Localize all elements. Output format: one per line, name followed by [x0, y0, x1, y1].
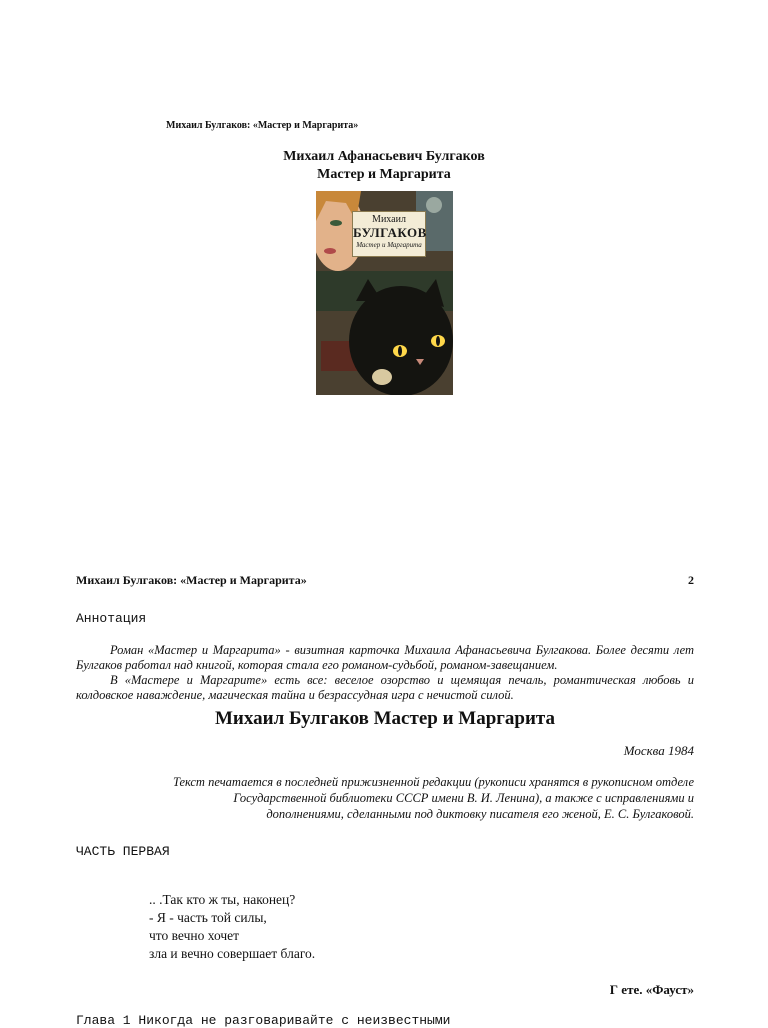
epigraph-source: Г ете. «Фауст» — [609, 982, 694, 997]
cover-author-last: БУЛГАКОВ — [353, 225, 427, 240]
epigraph-line: .. .Так кто ж ты, наконец? — [149, 892, 296, 907]
book-cover-image — [316, 191, 453, 395]
edition-note-line: Текст печатается в последней прижизненной редакции (рукописи хранятся в рукописном отделе — [172, 775, 694, 789]
book-title: Мастер и Маргарита — [317, 167, 451, 182]
epigraph-line: зла и вечно совершает благо. — [149, 946, 316, 961]
edition-note — [76, 774, 694, 822]
epigraph — [149, 891, 315, 963]
cover-book-title: Мастер и Маргарита — [356, 241, 422, 249]
edition-note-line: дополнениями, сделанными под диктовку писателя его женой, Е. С. Булгаковой. — [266, 807, 694, 821]
page1-title-block — [200, 148, 568, 184]
author-full-name: Михаил Афанасьевич Булгаков — [283, 149, 485, 164]
page-number: 2 — [688, 573, 694, 587]
annotation-text — [76, 643, 694, 703]
cover-author-first: Михаил — [372, 214, 406, 225]
annotation-heading: Аннотация — [76, 611, 147, 626]
main-title: Михаил Булгаков Мастер и Маргарита — [215, 708, 555, 729]
annotation-paragraph: Роман «Мастер и Маргарита» - визитная карточка Михаила Афанасьевича Булгакова. Более десяти лет Булгаков работал над книгой, которая стала его романом-судьбой, романом-завещанием. — [76, 643, 694, 672]
page1-running-header: Михаил Булгаков: «Мастер и Маргарита» — [166, 120, 359, 131]
page2-running-header — [76, 573, 694, 588]
annotation-paragraph: В «Мастере и Маргарите» есть все: веселое озорство и щемящая печаль, романтическая любовь и колдовское наваждение, магическая тайна и безрассудная игра с нечистой силой. — [76, 673, 694, 702]
part-heading: ЧАСТЬ ПЕРВАЯ — [76, 844, 170, 859]
epigraph-line: что вечно хочет — [149, 928, 240, 943]
page2-header-title: Михаил Булгаков: «Мастер и Маргарита» — [76, 573, 307, 587]
cover-title-plate — [352, 211, 426, 257]
place-year: Москва 1984 — [623, 743, 694, 758]
edition-note-line: Государственной библиотеки СССР имени В. И. Ленина), а также с исправлениями и — [233, 791, 694, 805]
epigraph-line: - Я - часть той силы, — [149, 910, 267, 925]
chapter-heading: Глава 1 Никогда не разговаривайте с неизвестными — [76, 1013, 451, 1028]
publisher-logo-icon — [372, 369, 392, 385]
